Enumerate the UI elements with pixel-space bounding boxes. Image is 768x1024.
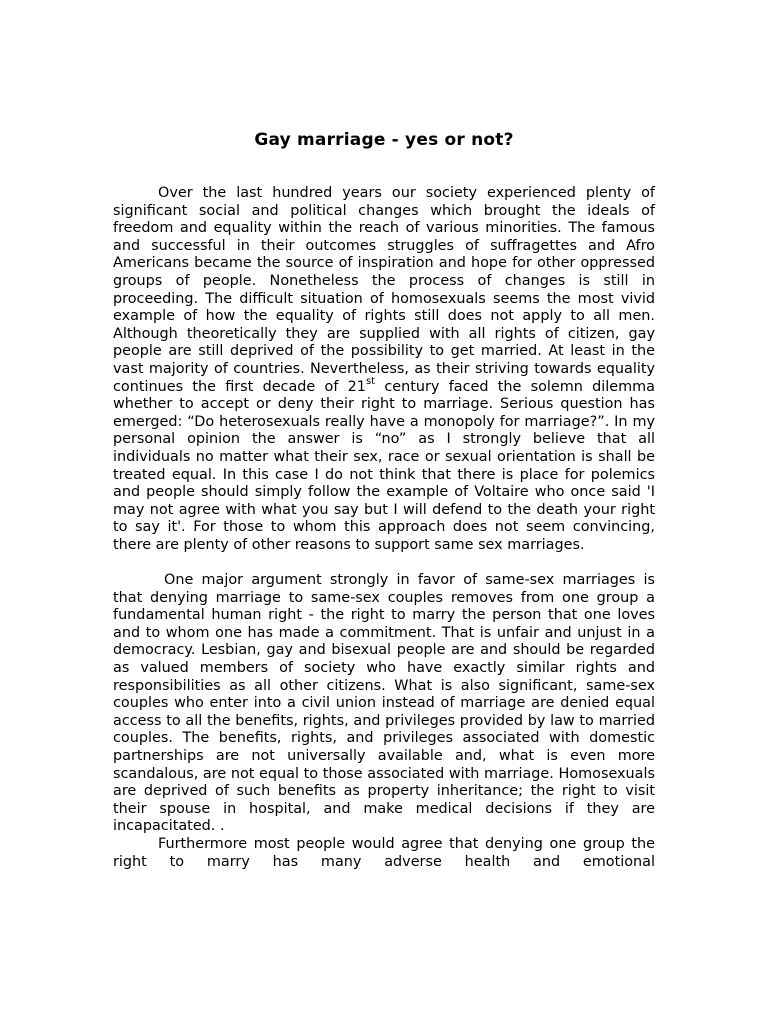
paragraph-1-text-b: century faced the solemn dilemma whether to accept or deny their right to marriage. Serious question has emerged: “Do heterosexuals really have a monopoly for marriage?”. In my personal opinion the answer is “no” as I strongly believe that all individuals no matter what their sex, race or sexual orientation is shall be treated equal. In this case I do not think that there is place for polemics and people should simply follow the example of Voltaire who once said 'I may not agree with what you say but I will defend to the death your right to say it'. For those to whom this approach does not seem convincing, there are plenty of other reasons to support same sex marriages. [113, 378, 655, 553]
document-title: Gay marriage - yes or not? [254, 130, 514, 150]
paragraph-1 [113, 185, 655, 554]
paragraph-3: Furthermore most people would agree that denying one group the right to marry has many adverse health and emotional [113, 835, 655, 870]
document-body [113, 185, 655, 871]
paragraph-2: One major argument strongly in favor of same-sex marriages is that denying marriage to same-sex couples removes from one group a fundamental human right - the right to marry the person that one loves and to whom one has made a commitment. That is unfair and unjust in a democracy. Lesbian, gay and bisexual people are and should be regarded as valued members of society who have exactly similar rights and responsibilities as all other citizens. What is also significant, same-sex couples who enter into a civil union instead of marriage are denied equal access to all the benefits, rights, and privileges provided by law to married couples. The benefits, rights, and privileges associated with domestic partnerships are not universally available and, what is even more scandalous, are not equal to those associated with marriage. Homosexuals are deprived of such benefits as property inheritance; the right to visit their spouse in hospital, and make medical decisions if they are incapacitated. . [113, 572, 655, 835]
ordinal-superscript: st [365, 375, 376, 387]
paragraph-1-text-a: Over the last hundred years our society experienced plenty of significant social and political changes which brought the ideals of freedom and equality within the reach of various minorities. The famous and successful in their outcomes struggles of suffragettes and Afro Americans became the source of inspiration and hope for other oppressed groups of people. Nonetheless the process of changes is still in proceeding. The difficult situation of homosexuals seems the most vivid example of how the equality of rights still does not apply to all men. Although theoretically they are supplied with all rights of citizen, gay people are still deprived of the possibility to get married. At least in the vast majority of countries. Nevertheless, as their striving towards equality continues the first decade of 21 [113, 185, 655, 395]
